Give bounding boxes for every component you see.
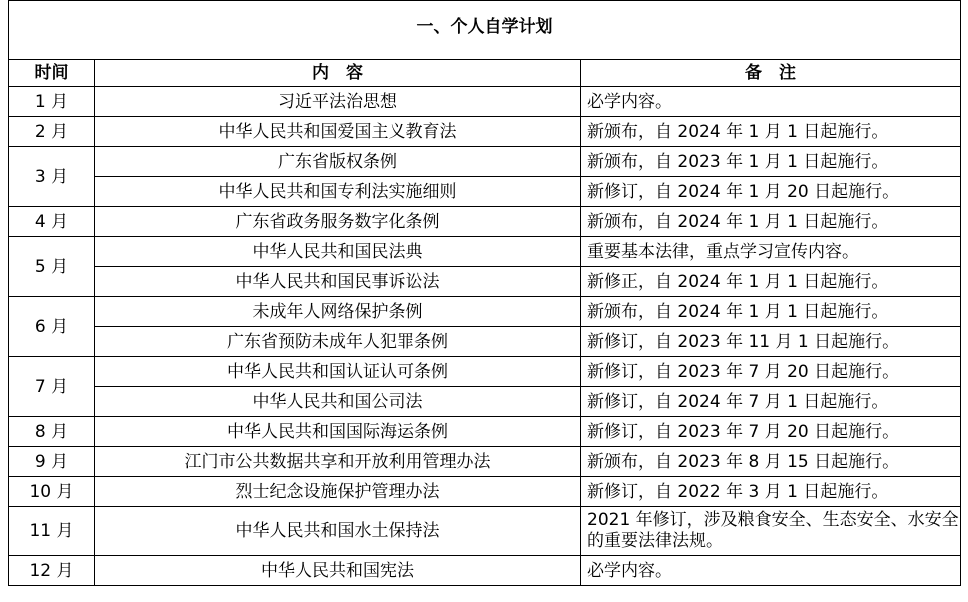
note-cell: 新修订，自 2023 年 11 月 1 日起施行。: [581, 327, 961, 357]
content-cell: 广东省预防未成年人犯罪条例: [95, 327, 581, 357]
note-cell: 新颁布，自 2024 年 1 月 1 日起施行。: [581, 297, 961, 327]
note-cell: 2021 年修订，涉及粮食安全、生态安全、水安全的重要法律法规。: [581, 507, 961, 556]
month-cell: 8 月: [9, 417, 95, 447]
month-cell: 6 月: [9, 297, 95, 357]
table-row: [9, 147, 961, 177]
content-cell: 中华人民共和国认证认可条例: [95, 357, 581, 387]
content-cell: 中华人民共和国民法典: [95, 237, 581, 267]
content-cell: 习近平法治思想: [95, 87, 581, 117]
month-cell: 1 月: [9, 87, 95, 117]
month-cell: 2 月: [9, 117, 95, 147]
table-row: [9, 417, 961, 447]
note-cell: 新颁布，自 2023 年 1 月 1 日起施行。: [581, 147, 961, 177]
note-cell: 新修订，自 2023 年 7 月 20 日起施行。: [581, 417, 961, 447]
note-cell: 新修正，自 2024 年 1 月 1 日起施行。: [581, 267, 961, 297]
table-row: [9, 297, 961, 327]
table-row: [9, 477, 961, 507]
note-cell: 新颁布，自 2024 年 1 月 1 日起施行。: [581, 207, 961, 237]
note-cell: 新修订，自 2024 年 1 月 20 日起施行。: [581, 177, 961, 207]
note-cell: 新修订，自 2024 年 7 月 1 日起施行。: [581, 387, 961, 417]
study-plan-table: [8, 0, 961, 586]
table-row: [9, 237, 961, 267]
content-cell: 烈士纪念设施保护管理办法: [95, 477, 581, 507]
content-cell: 广东省政务服务数字化条例: [95, 207, 581, 237]
content-cell: 中华人民共和国公司法: [95, 387, 581, 417]
table-row: [9, 387, 961, 417]
header-note: 备 注: [581, 60, 961, 87]
document: [8, 0, 960, 586]
table-row: [9, 507, 961, 556]
month-cell: 12 月: [9, 556, 95, 586]
table-title: 一、个人自学计划: [9, 1, 961, 60]
month-cell: 5 月: [9, 237, 95, 297]
table-row: [9, 177, 961, 207]
content-cell: 中华人民共和国水土保持法: [95, 507, 581, 556]
content-cell: 中华人民共和国宪法: [95, 556, 581, 586]
content-cell: 中华人民共和国民事诉讼法: [95, 267, 581, 297]
note-cell: 新修订，自 2022 年 3 月 1 日起施行。: [581, 477, 961, 507]
note-cell: 必学内容。: [581, 556, 961, 586]
header-time: 时间: [9, 60, 95, 87]
content-cell: 中华人民共和国爱国主义教育法: [95, 117, 581, 147]
table-row: [9, 447, 961, 477]
table-row: [9, 556, 961, 586]
content-cell: 广东省版权条例: [95, 147, 581, 177]
note-cell: 新颁布，自 2023 年 8 月 15 日起施行。: [581, 447, 961, 477]
month-cell: 9 月: [9, 447, 95, 477]
month-cell: 3 月: [9, 147, 95, 207]
header-content: 内 容: [95, 60, 581, 87]
table-row: [9, 207, 961, 237]
note-cell: 新颁布，自 2024 年 1 月 1 日起施行。: [581, 117, 961, 147]
month-cell: 4 月: [9, 207, 95, 237]
month-cell: 7 月: [9, 357, 95, 417]
content-cell: 未成年人网络保护条例: [95, 297, 581, 327]
note-cell: 必学内容。: [581, 87, 961, 117]
table-row: [9, 327, 961, 357]
month-cell: 10 月: [9, 477, 95, 507]
content-cell: 中华人民共和国国际海运条例: [95, 417, 581, 447]
table-row: [9, 117, 961, 147]
table-row: [9, 267, 961, 297]
note-cell: 重要基本法律，重点学习宣传内容。: [581, 237, 961, 267]
table-row: [9, 87, 961, 117]
content-cell: 江门市公共数据共享和开放利用管理办法: [95, 447, 581, 477]
content-cell: 中华人民共和国专利法实施细则: [95, 177, 581, 207]
table-row: [9, 357, 961, 387]
note-cell: 新修订，自 2023 年 7 月 20 日起施行。: [581, 357, 961, 387]
month-cell: 11 月: [9, 507, 95, 556]
